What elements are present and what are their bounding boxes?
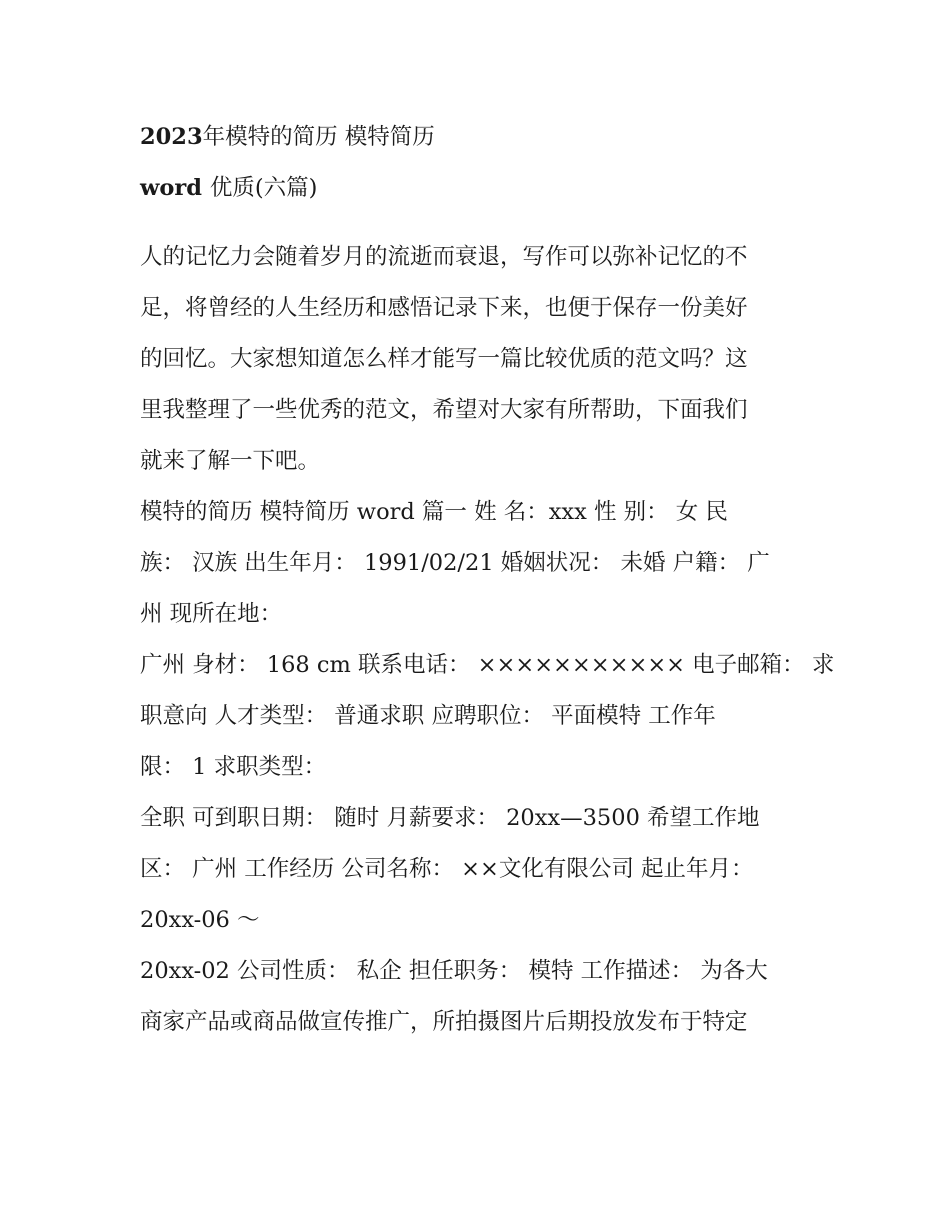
body-line: 人的记忆力会随着岁月的流逝而衰退，写作可以弥补记忆的不 [140,244,748,270]
title-line-1 [140,112,812,163]
body-line: 20xx-02 公司性质： 私企 担任职务： 模特 工作描述： 为各大 [140,958,768,984]
body-line: 全职 可到职日期： 随时 月薪要求： 20xx—3500 希望工作地 [140,805,760,831]
body-line: 20xx-06 ～ [140,907,260,933]
body-line: 州 现所在地： [140,601,283,627]
body-line: 广州 身材： 168 cm 联系电话： ××××××××××× 电子邮箱： 求 [140,652,835,678]
body-line: 模特的简历 模特简历 word 篇一 姓 名：xxx 性 别： 女 民 [140,499,728,525]
document-page [140,112,835,1048]
title-line-2-strong: word [140,175,202,201]
body-line: 里我整理了一些优秀的范文，希望对大家有所帮助，下面我们 [140,397,748,423]
document-title [140,112,812,214]
body-line: 就来了解一下吧。 [140,448,321,474]
body-line: 的回忆。大家想知道怎么样才能写一篇比较优质的范文吗？这 [140,346,748,372]
title-line-1-text: 年模特的简历 模特简历 [202,124,435,150]
title-line-1-strong: 2023 [140,124,203,150]
body-line: 区： 广州 工作经历 公司名称： ××文化有限公司 起止年月： [140,856,754,882]
body-line: 职意向 人才类型： 普通求职 应聘职位： 平面模特 工作年 [140,703,716,729]
body-line: 族： 汉族 出生年月： 1991/02/21 婚姻状况： 未婚 户籍： 广 [140,550,770,576]
title-line-2 [140,163,812,214]
document-body [140,232,835,1048]
body-line: 商家产品或商品做宣传推广，所拍摄图片后期投放发布于特定 [140,1009,748,1035]
body-line: 足，将曾经的人生经历和感悟记录下来，也便于保存一份美好 [140,295,748,321]
body-line: 限： 1 求职类型： [140,754,327,780]
title-line-2-text: 优质(六篇) [209,175,318,201]
